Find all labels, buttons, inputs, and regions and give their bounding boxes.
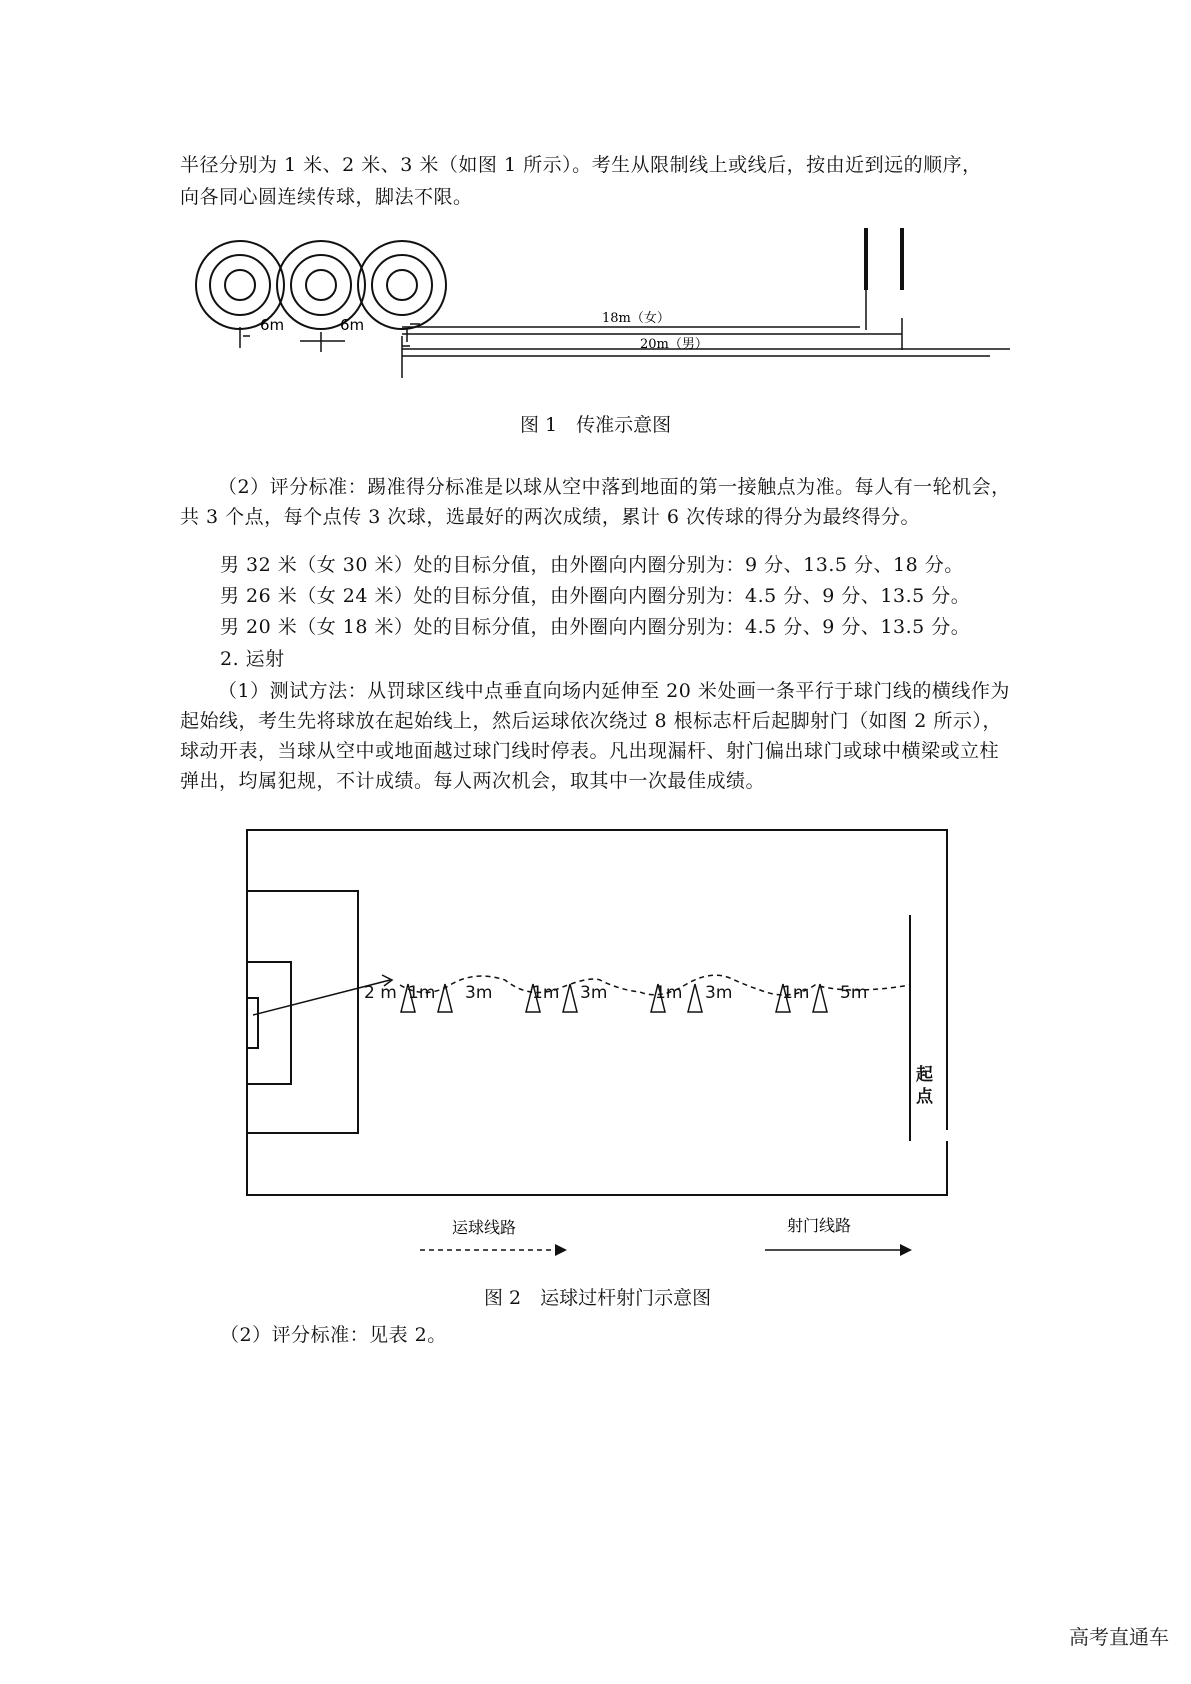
scoring-row-2: 男 26 米（女 24 米）处的目标分值，由外圈向内圈分别为：4.5 分、9 分、13.5 分。	[220, 585, 971, 607]
intro-line-1: 半径分别为 1 米、2 米、3 米（如图 1 所示）。考生从限制线上或线后，按由近到远的顺序，	[180, 154, 982, 176]
scoring-2-line: （2）评分标准：见表 2。	[220, 1324, 447, 1346]
start-point-label: 起点	[916, 1065, 933, 1107]
male-distance-label: 20m（男）	[640, 337, 708, 352]
distance-label: 1m	[532, 983, 560, 1003]
female-distance-label: 18m（女）	[602, 311, 670, 326]
scoring-row-3: 男 20 米（女 18 米）处的目标分值，由外圈向内圈分别为：4.5 分、9 分、13.5 分。	[220, 616, 971, 638]
scoring-paragraph: （2）评分标准：踢准得分标准是以球从空中落到地面的第一接触点为准。每人有一轮机会，共 3 个点，每个点传 3 次球，选最好的两次成绩，累计 6 次传球的得分为最终得分。	[180, 476, 1011, 528]
goal-area	[247, 962, 291, 1084]
distance-label: 1m	[408, 983, 436, 1003]
watermark: 高考直通车	[1069, 1625, 1169, 1649]
scoring-row-1: 男 32 米（女 30 米）处的目标分值，由外圈向内圈分别为：9 分、13.5 分、18 分。	[220, 554, 964, 576]
goal	[247, 998, 258, 1048]
target-circles-3	[358, 241, 446, 329]
gap-label-2: 6m	[340, 316, 365, 334]
legend-dribble-label: 运球线路	[452, 1218, 517, 1237]
distance-label: 3m	[465, 983, 493, 1003]
gap-label-1: 6m	[260, 316, 285, 334]
section-2-heading: 2. 运射	[220, 648, 285, 670]
figure-1-diagram	[190, 228, 1010, 378]
distance-label: 1m	[655, 983, 683, 1003]
test-method-paragraph: （1）测试方法：从罚球区线中点垂直向场内延伸至 20 米处画一条平行于球门线的横线作为起始线，考生先将球放在起始线上，然后运球依次绕过 8 根标志杆后起脚射门（如图 2 所示），球动开表，当球从空中或地面越过球门线时停表。凡出现漏杆、射门偏出球门或球中横梁或立柱弹出，均属犯规，不计成绩。每人两次机会，取其中一次最佳成绩。	[180, 680, 1010, 792]
distance-label: 2 m	[364, 983, 397, 1003]
figure-2-caption: 图 2 运球过杆射门示意图	[484, 1287, 712, 1309]
distance-label: 3m	[580, 983, 608, 1003]
intro-line-2: 向各同心圆连续传球，脚法不限。	[180, 186, 473, 208]
distance-label: 5m	[840, 983, 868, 1003]
distance-label: 1m	[782, 983, 810, 1003]
field-boundary	[247, 830, 947, 1195]
distance-label: 3m	[705, 983, 733, 1003]
figure-2-diagram	[240, 820, 960, 1270]
figure-1-caption: 图 1 传准示意图	[520, 414, 672, 436]
legend-shoot-label: 射门线路	[787, 1216, 852, 1235]
